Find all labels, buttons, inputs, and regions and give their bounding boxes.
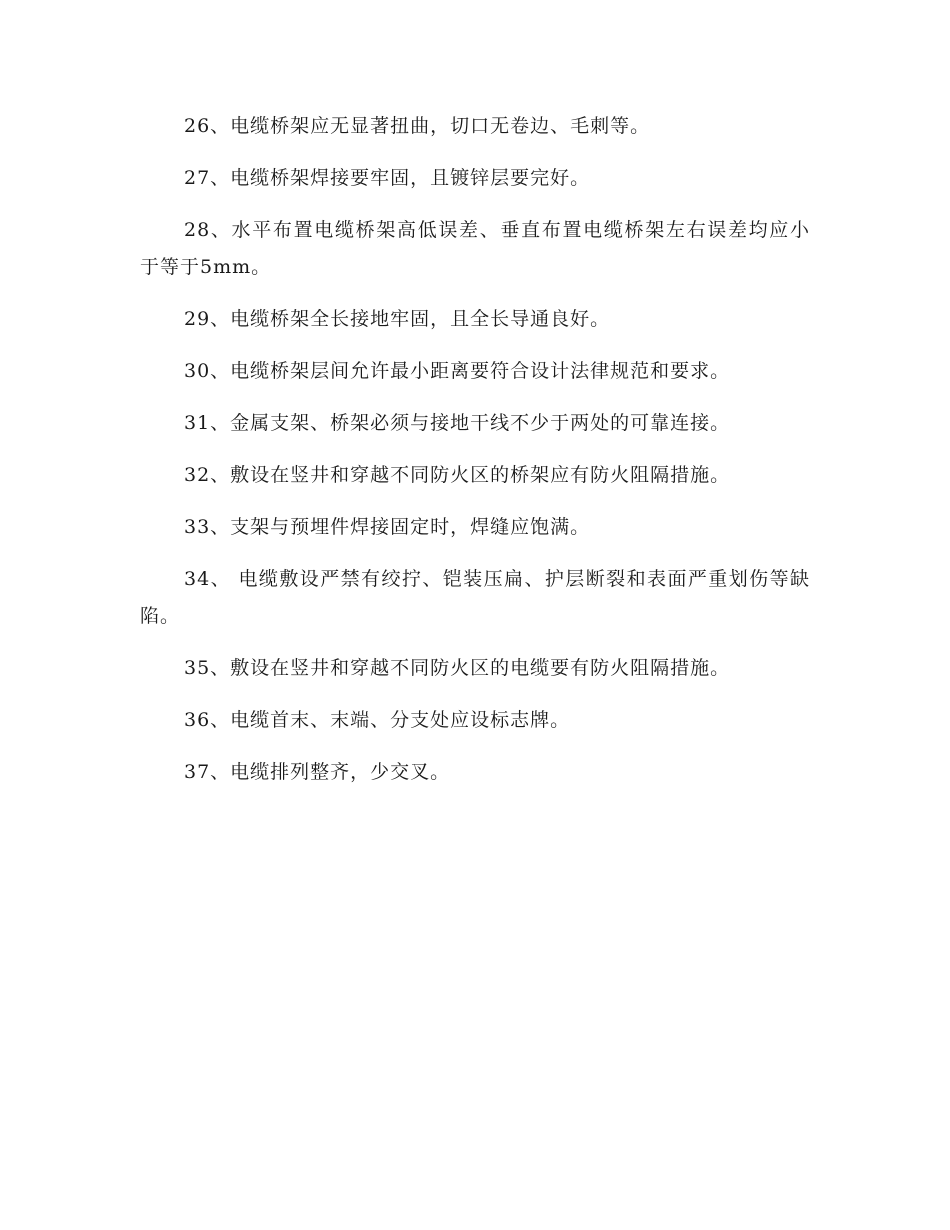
paragraph-item-37: 37、电缆排列整齐，少交叉。 [184,761,451,783]
paragraph-item-30: 30、电缆桥架层间允许最小距离要符合设计法律规范和要求。 [184,360,731,382]
paragraph-item-35: 35、敷设在竖井和穿越不同防火区的电缆要有防火阻隔措施。 [184,657,731,679]
paragraph-item-32: 32、敷设在竖井和穿越不同防火区的桥架应有防火阻隔措施。 [184,464,731,486]
document-body [140,108,810,806]
paragraph-item-36: 36、电缆首末、末端、分支处应设标志牌。 [184,709,571,731]
paragraph-item-28: 28、水平布置电缆桥架高低误差、垂直布置电缆桥架左右误差均应小于等于5mm。 [140,219,810,278]
paragraph-item-27: 27、电缆桥架焊接要牢固，且镀锌层要完好。 [184,167,591,189]
paragraph-item-29: 29、电缆桥架全长接地牢固，且全长导通良好。 [184,308,611,330]
paragraph-item-33: 33、支架与预埋件焊接固定时，焊缝应饱满。 [184,516,591,538]
paragraph-item-34: 34、 电缆敷设严禁有绞拧、铠装压扁、护层断裂和表面严重划伤等缺陷。 [140,568,810,627]
paragraph-item-31: 31、金属支架、桥架必须与接地干线不少于两处的可靠连接。 [184,412,731,434]
paragraph-item-26: 26、电缆桥架应无显著扭曲，切口无卷边、毛刺等。 [184,115,651,137]
